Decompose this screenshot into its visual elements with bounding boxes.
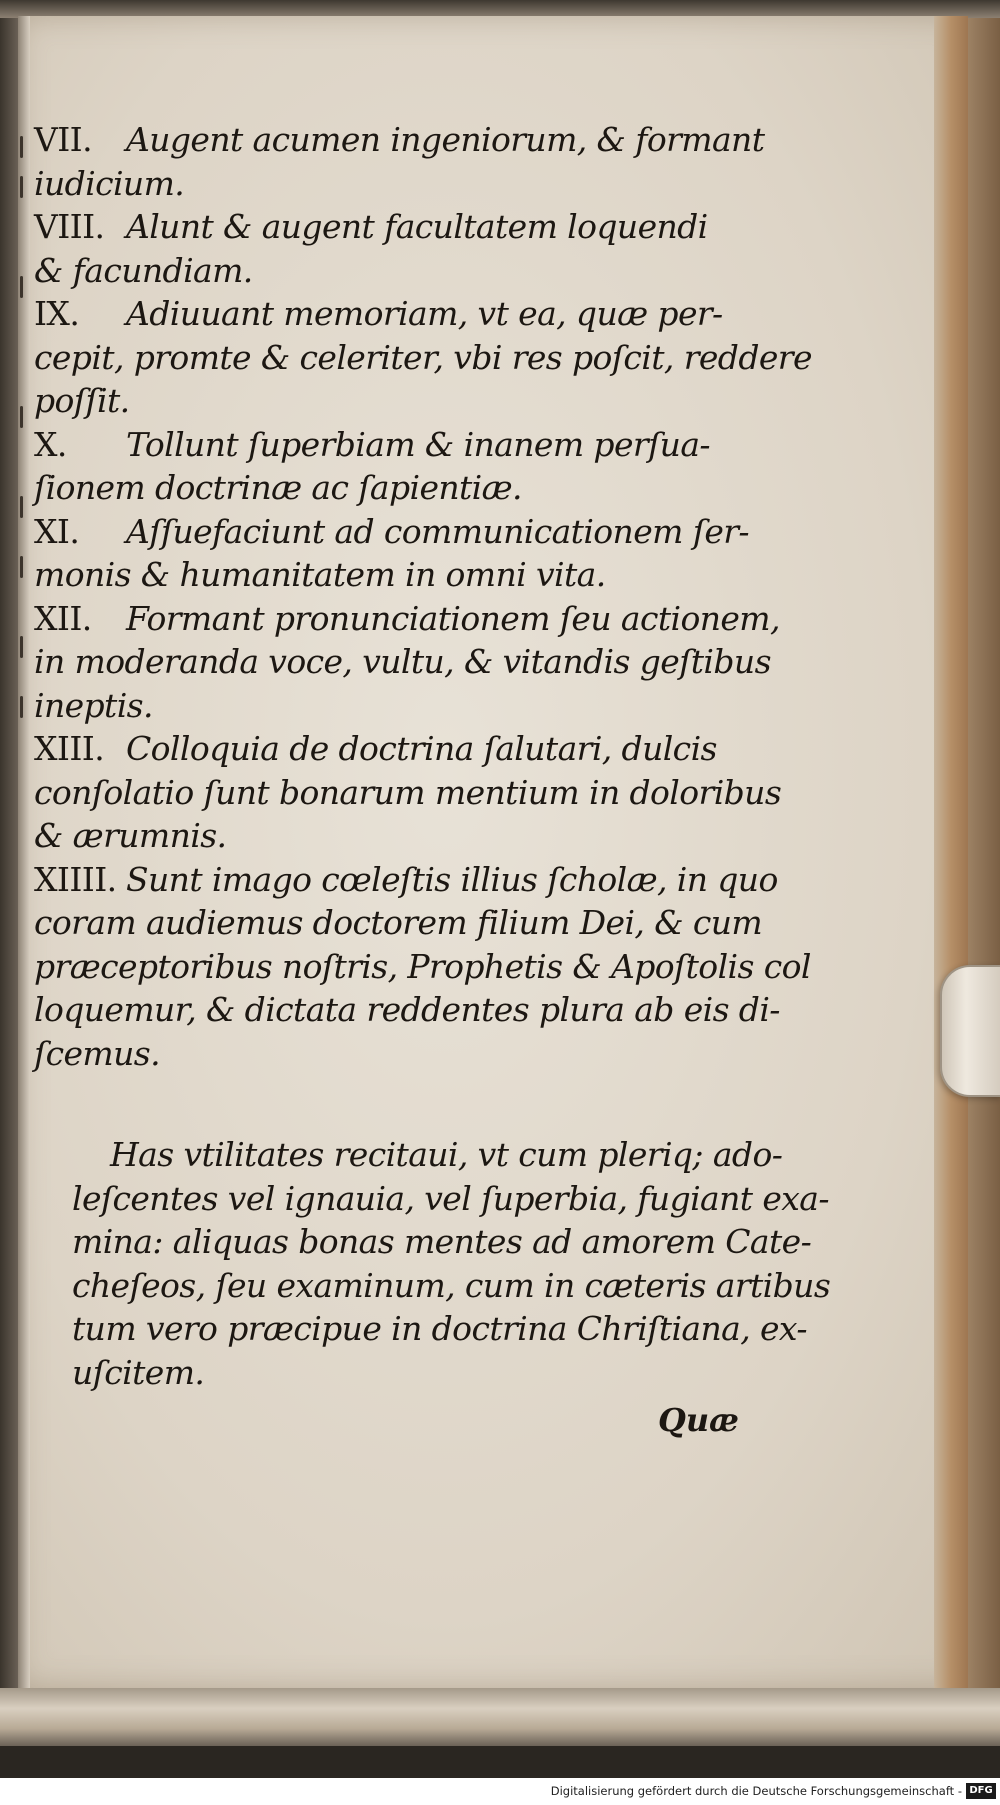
line-text: Colloquia de doctrina ſalutari, dulcis: [126, 729, 717, 768]
paragraph-line: tum vero præcipue in doctrina Chriſtiana, ex-: [72, 1309, 807, 1348]
line-text: præceptoribus noſtris, Prophetis & Apoſtolis col: [34, 946, 811, 986]
line-text: monis & humanitatem in omni vita.: [34, 555, 606, 594]
line-text: in moderanda voce, vultu, & vitandis geſtibus: [34, 642, 771, 681]
line-text: Adiuuant memoriam, vt ea, quæ per-: [126, 294, 723, 333]
item-number: XII.: [34, 598, 92, 638]
text-line: [34, 510, 749, 554]
line-text: coram audiemus doctorem filium Dei, & cum: [34, 903, 763, 942]
item-number: IX.: [34, 294, 80, 333]
text-line: [34, 988, 780, 1032]
text-line: [34, 249, 734, 293]
line-text: ſcemus.: [34, 1033, 160, 1073]
paragraph-line: uſcitem.: [72, 1352, 205, 1392]
text-line: [34, 640, 771, 684]
line-text: ineptis.: [34, 685, 153, 725]
text-line: [34, 292, 734, 336]
gutter-marks: [20, 136, 30, 756]
line-text: Tollunt ſuperbiam & inanem perſua-: [126, 424, 710, 464]
text-line: [34, 553, 734, 597]
line-text: Alunt & augent facultatem loquendi: [126, 207, 708, 246]
text-line: [34, 901, 763, 945]
line-text: conſolatio ſunt bonarum mentium in doloribus: [34, 772, 782, 812]
item-number: VIII.: [34, 207, 105, 246]
line-text: Aſſuefaciunt ad communicationem ſer-: [126, 511, 749, 551]
page-text: [34, 118, 831, 1394]
text-line: [34, 379, 734, 423]
paragraph-line: mina: aliquas bonas mentes ad amorem Cate-: [72, 1222, 812, 1261]
dfg-logo: DFG: [966, 1783, 996, 1799]
list-item: [34, 423, 734, 510]
list-item: [34, 510, 749, 597]
text-line: [34, 858, 778, 902]
text-line: [34, 205, 734, 249]
line-text: Formant pronunciationem ſeu actionem,: [126, 598, 780, 638]
text-line: [34, 597, 780, 641]
line-text: poſſit.: [34, 381, 130, 420]
catchword: Quæ: [658, 1401, 739, 1439]
text-line: [34, 466, 734, 510]
numbered-list: [34, 118, 812, 1075]
list-item: [34, 292, 812, 423]
bottom-shadow: [0, 1746, 1000, 1776]
text-line: [34, 814, 734, 858]
paragraph-line: leſcentes vel ignauia, vel ſuperbia, fugiant exa-: [72, 1178, 829, 1218]
line-text: & ærumnis.: [34, 816, 227, 855]
item-number: XIIII.: [34, 859, 117, 899]
line-text: iudicium.: [34, 163, 185, 203]
line-text: loquemur, & dictata reddentes plura ab eis di-: [34, 990, 780, 1029]
list-item: [34, 727, 782, 858]
text-line: [34, 727, 734, 771]
list-item: [34, 597, 780, 728]
item-number: X.: [34, 424, 67, 464]
page-clip: [940, 965, 1000, 1097]
text-line: [34, 162, 734, 206]
item-number: XI.: [34, 511, 80, 551]
text-line: [34, 118, 765, 162]
footer-credit: Digitalisierung gefördert durch die Deutsche Forschungsgemeinschaft -: [550, 1784, 962, 1798]
text-line: [34, 684, 734, 728]
text-line: [34, 945, 811, 989]
bottom-cover-board: [0, 1688, 1000, 1746]
list-item: [34, 205, 734, 292]
text-line: [34, 336, 812, 380]
line-text: cepit, promte & celeriter, vbi res poſcit, reddere: [34, 337, 812, 377]
body-paragraph: [34, 1133, 831, 1394]
item-number: XIII.: [34, 729, 105, 768]
page-fore-edge: [934, 16, 968, 1688]
text-line: [34, 423, 734, 467]
list-item: [34, 858, 811, 1076]
paragraph-line: Has vtilitates recitaui, vt cum pleriq; ado-: [110, 1135, 783, 1174]
footer-bar: [0, 1778, 1000, 1805]
paragraph-line: cheſeos, ſeu examinum, cum in cæteris artibus: [72, 1265, 831, 1305]
item-number: VII.: [34, 120, 92, 159]
text-line: [34, 1032, 734, 1076]
line-text: & facundiam.: [34, 250, 253, 290]
text-line: [34, 771, 782, 815]
list-item: [34, 118, 765, 205]
line-text: Augent acumen ingeniorum, & formant: [126, 120, 765, 159]
line-text: Sunt imago cœleſtis illius ſcholæ, in quo: [126, 859, 778, 899]
line-text: ſionem doctrinæ ac ſapientiæ.: [34, 468, 522, 507]
